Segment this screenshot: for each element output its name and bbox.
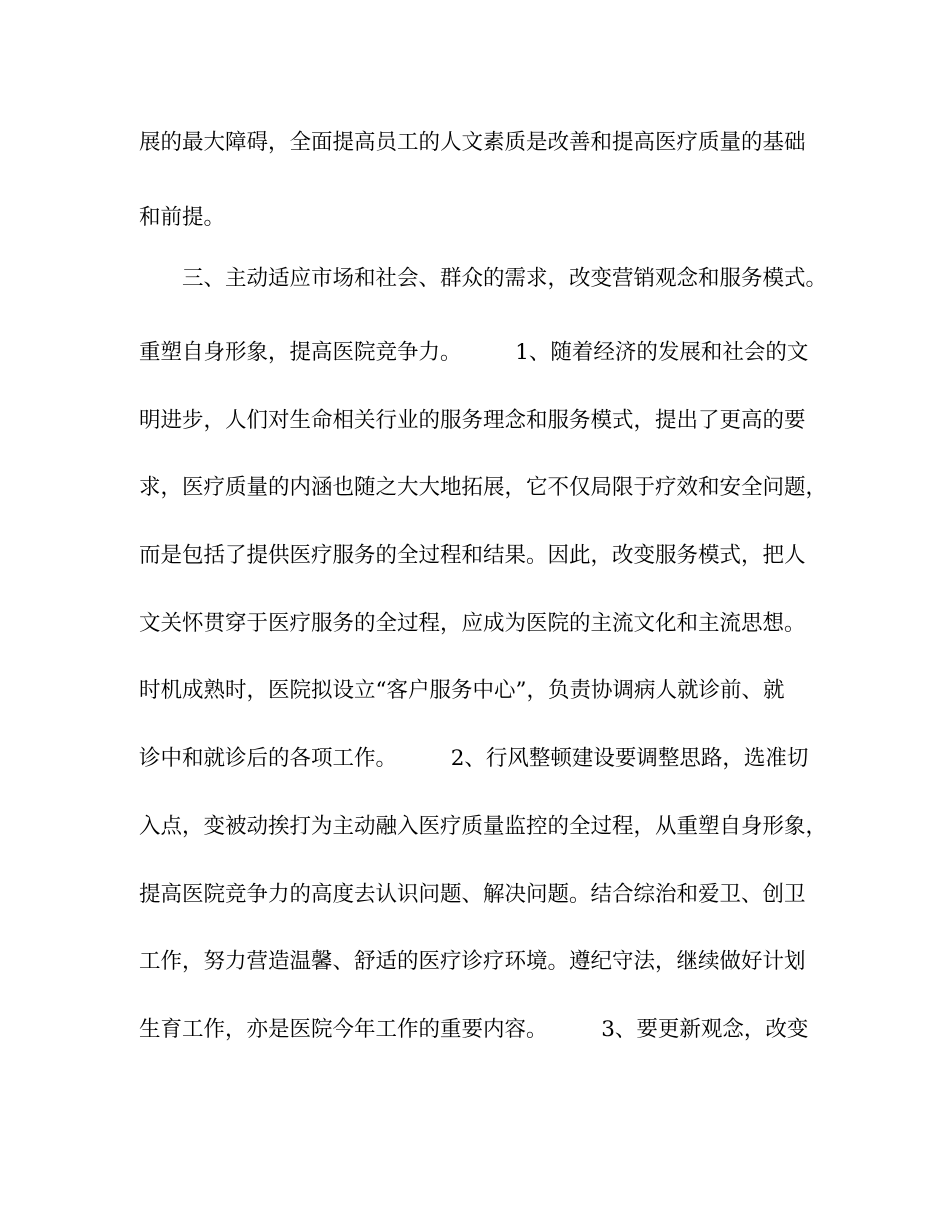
text-line: 提高医院竞争力的高度去认识问题、解决问题。结合综治和爱卫、创卫 (139, 882, 806, 907)
text-line: 和前提。 (139, 205, 226, 230)
text-line: 展的最大障碍，全面提高员工的人文素质是改善和提高医疗质量的基础 (139, 130, 806, 155)
text-line: 重塑自身形象，提高医院竞争力。 1、随着经济的发展和社会的文 (139, 340, 809, 365)
text-line: 三、主动适应市场和社会、群众的需求，改变营销观念和服务模式。 (139, 266, 828, 291)
text-line: 生育工作，亦是医院今年工作的重要内容。 3、要更新观念，改变 (139, 1017, 809, 1042)
text-line: 求，医疗质量的内涵也随之大大地拓展，它不仅局限于疗效和安全问题， (139, 475, 828, 500)
text-line: 工作，努力营造温馨、舒适的医疗诊疗环境。遵纪守法，继续做好计划 (139, 949, 806, 974)
text-line: 文关怀贯穿于医疗服务的全过程，应成为医院的主流文化和主流思想。 (139, 611, 806, 636)
text-line: 时机成熟时，医院拟设立“客户服务中心”，负责协调病人就诊前、就 (139, 678, 785, 703)
text-line: 诊中和就诊后的各项工作。 2、行风整顿建设要调整思路，选准切 (139, 746, 809, 771)
text-line: 而是包括了提供医疗服务的全过程和结果。因此，改变服务模式，把人 (139, 543, 806, 568)
text-line: 明进步，人们对生命相关行业的服务理念和服务模式，提出了更高的要 (139, 408, 806, 433)
text-line: 入点，变被动挨打为主动融入医疗质量监控的全过程，从重塑自身形象， (139, 814, 828, 839)
